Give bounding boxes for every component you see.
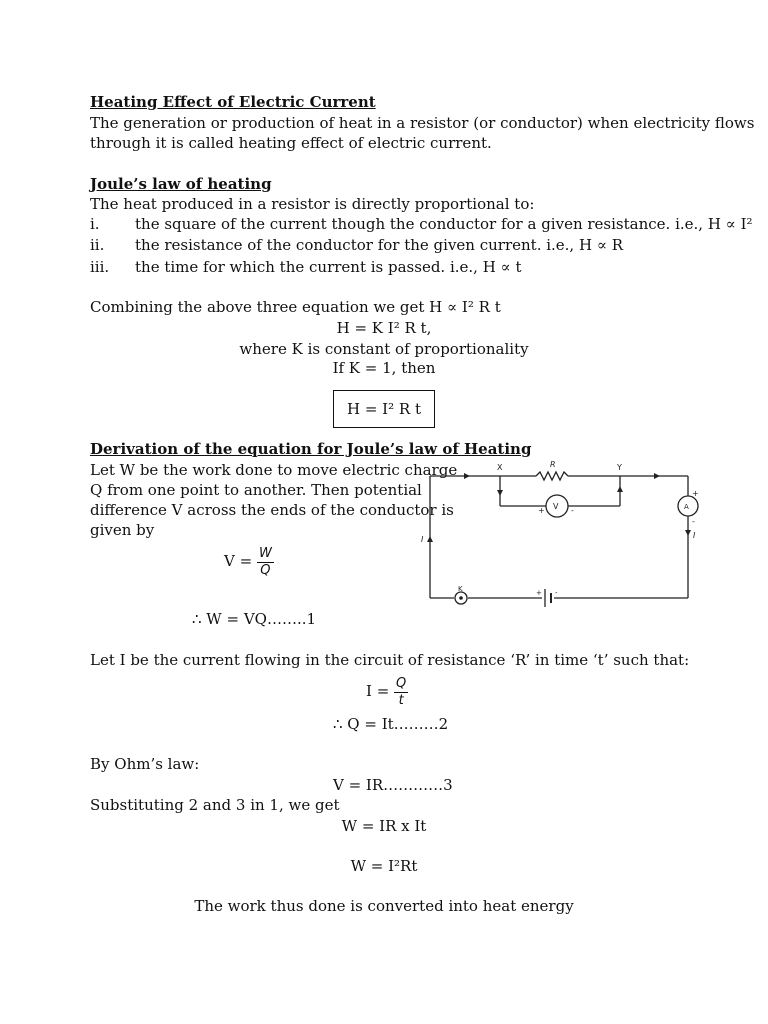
paragraph-line: The generation or production of heat in a resistor (or conductor) when electricity flows bbox=[90, 114, 755, 132]
label-a: A bbox=[684, 503, 689, 511]
arrow-icon bbox=[464, 473, 470, 479]
numerator: W bbox=[258, 545, 272, 561]
label-i-right: I bbox=[693, 531, 696, 540]
label-plus: + bbox=[692, 489, 699, 498]
label-minus: - bbox=[571, 506, 574, 515]
paragraph-line: By Ohm’s law: bbox=[90, 755, 200, 773]
paragraph-line: Let I be the current flowing in the circuit of resistance ‘R’ in time ‘t’ such that: bbox=[90, 651, 690, 669]
arrow-icon bbox=[497, 490, 503, 496]
equation: H = K I² R t, bbox=[336, 319, 432, 337]
equation: V = IR…………3 bbox=[333, 776, 453, 794]
key-plug bbox=[459, 596, 463, 600]
paragraph-line: If K = 1, then bbox=[332, 359, 436, 377]
boxed-equation: H = I² R t bbox=[333, 390, 435, 428]
paragraph-line: Combining the above three equation we get H ∝ I² R t bbox=[90, 298, 501, 316]
arrow-icon bbox=[685, 530, 691, 536]
paragraph-line: Q from one point to another. Then potential bbox=[90, 481, 422, 499]
paragraph-line: The heat produced in a resistor is directly proportional to: bbox=[90, 195, 535, 213]
paragraph-line: Substituting 2 and 3 in 1, we get bbox=[90, 796, 340, 814]
equation: ∴ W = VQ……..1 bbox=[192, 610, 317, 628]
equation-lhs: V = bbox=[224, 552, 253, 570]
fraction bbox=[257, 546, 274, 579]
equation: W = I²Rt bbox=[350, 857, 418, 875]
list-number: i. bbox=[90, 215, 100, 233]
label-minus: - bbox=[692, 517, 695, 526]
resistor bbox=[536, 472, 568, 480]
equation-i bbox=[366, 672, 408, 710]
denominator: t bbox=[398, 692, 404, 708]
equation-v bbox=[224, 542, 274, 580]
label-v: V bbox=[553, 502, 559, 511]
list-text: the time for which the current is passed. i.e., H ∝ t bbox=[135, 258, 522, 276]
paragraph-line: given by bbox=[90, 521, 155, 539]
paragraph-line: through it is called heating effect of electric current. bbox=[90, 134, 492, 152]
arrow-icon bbox=[654, 473, 660, 479]
list-number: ii. bbox=[90, 236, 105, 254]
paragraph-line: difference V across the ends of the conductor is bbox=[90, 501, 454, 519]
numerator: Q bbox=[396, 675, 407, 691]
paragraph-line: Let W be the work done to move electric charge bbox=[90, 461, 458, 479]
heading-heating-effect: Heating Effect of Electric Current bbox=[90, 93, 376, 111]
heading-joules-law: Joule’s law of heating bbox=[90, 175, 272, 193]
label-plus: + bbox=[538, 506, 545, 515]
paragraph-line: The work thus done is converted into heat energy bbox=[194, 897, 574, 915]
paragraph-line: where K is constant of proportionality bbox=[239, 340, 529, 358]
arrow-icon bbox=[427, 536, 433, 542]
label-plus: + bbox=[536, 589, 542, 597]
equation: W = IR x It bbox=[341, 817, 427, 835]
label-i-left: I bbox=[421, 535, 424, 544]
list-text: the resistance of the conductor for the given current. i.e., H ∝ R bbox=[135, 236, 624, 254]
equation-lhs: I = bbox=[366, 682, 390, 700]
label-r: R bbox=[550, 460, 556, 469]
label-minus: - bbox=[555, 589, 558, 597]
fraction bbox=[394, 676, 408, 709]
label-k: K bbox=[458, 585, 463, 593]
denominator: Q bbox=[260, 562, 271, 578]
list-number: iii. bbox=[90, 258, 110, 276]
circuit-diagram bbox=[418, 458, 708, 608]
label-y: Y bbox=[617, 463, 622, 472]
label-x: X bbox=[497, 463, 503, 472]
arrow-icon bbox=[617, 486, 623, 492]
heading-derivation: Derivation of the equation for Joule’s law of Heating bbox=[90, 440, 532, 458]
list-text: the square of the current though the conductor for a given resistance. i.e., H ∝ I² bbox=[135, 215, 753, 233]
equation: ∴ Q = It………2 bbox=[333, 715, 449, 733]
